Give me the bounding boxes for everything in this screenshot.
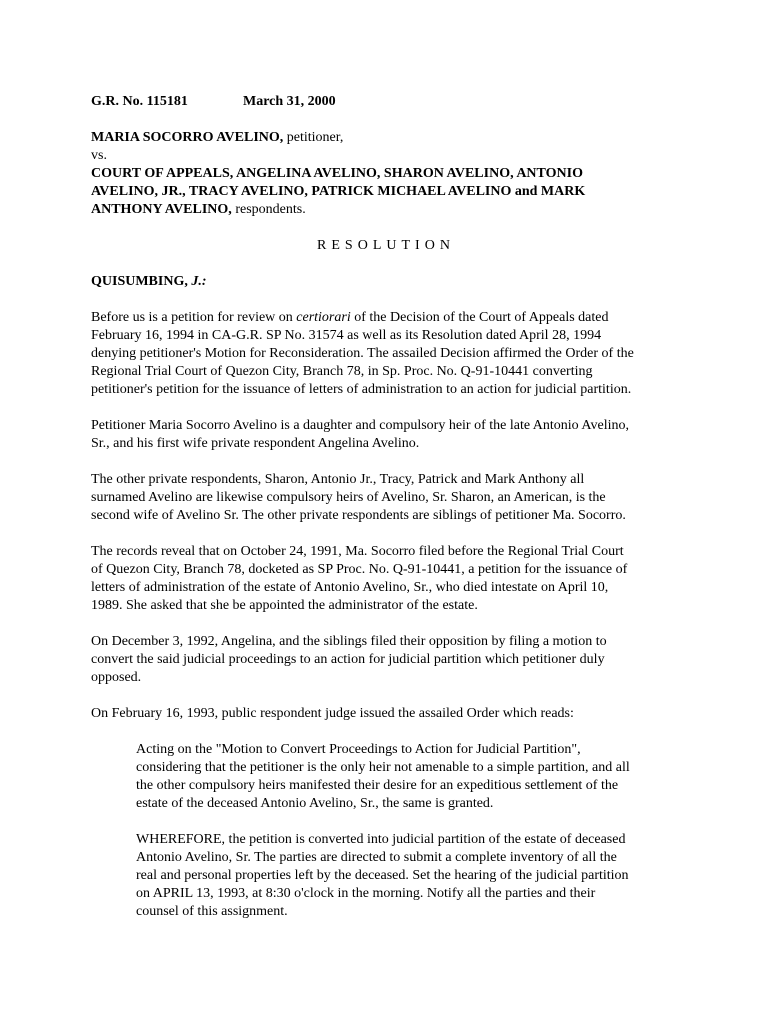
text-run: of the Decision of the Court of Appeals dated [350,310,609,325]
paragraph-4 [91,543,681,615]
paragraph-line: denying petitioner's Motion for Reconsideration. The assailed Decision affirmed the Order of the [91,346,634,361]
quoted-order-paragraph-2 [136,831,681,921]
document-title: RESOLUTION [317,238,455,253]
respondents-last: ANTHONY AVELINO, [91,202,232,217]
petitioner-name: MARIA SOCORRO AVELINO, [91,130,284,145]
quote-line: on APRIL 13, 1993, at 8:30 o'clock in the morning. Notify all the parties and their [136,886,596,901]
paragraph-line: On February 16, 1993, public respondent judge issued the assailed Order which reads: [91,706,574,721]
paragraph-line: Petitioner Maria Socorro Avelino is a daughter and compulsory heir of the late Antonio Avelino, [91,418,629,433]
case-date: March 31, 2000 [243,94,336,109]
case-header [91,93,681,111]
petitioner-role: petitioner, [283,130,344,145]
respondents-line-1: COURT OF APPEALS, ANGELINA AVELINO, SHARON AVELINO, ANTONIO [91,166,583,181]
paragraph-1 [91,309,681,399]
respondents-role: respondents. [231,202,306,217]
text-run: Before us is a petition for review on [91,310,297,325]
paragraph-line: surnamed Avelino are likewise compulsory heirs of Avelino, Sr. Sharon, an American, is the [91,490,606,505]
respondents-line-2: AVELINO, JR., TRACY AVELINO, PATRICK MICHAEL AVELINO and MARK [91,184,586,199]
paragraph-6 [91,705,681,723]
paragraph-line: Sr., and his first wife private respondent Angelina Avelino. [91,436,420,451]
quoted-order-paragraph-1 [136,741,681,813]
document-body [91,93,681,921]
justice-title: J.: [191,274,207,289]
quote-line: estate of the deceased Antonio Avelino, Sr., the same is granted. [136,796,494,811]
text-run-italic: certiorari [296,310,351,325]
versus: vs. [91,148,107,163]
paragraph-line: The records reveal that on October 24, 1991, Ma. Socorro filed before the Regional Trial Court [91,544,624,559]
paragraph-line: Regional Trial Court of Quezon City, Branch 78, in Sp. Proc. No. Q-91-10441 converting [91,364,593,379]
paragraph-line: 1989. She asked that she be appointed the administrator of the estate. [91,598,478,613]
paragraph-line: letters of administration of the estate of Antonio Avelino, Sr., who died intestate on April 10, [91,580,609,595]
paragraph-line: On December 3, 1992, Angelina, and the siblings filed their opposition by filing a motion to [91,634,607,649]
paragraph-line: of Quezon City, Branch 78, docketed as SP Proc. No. Q-91-10441, a petition for the issuance of [91,562,628,577]
respondents-line-3 [91,201,681,219]
justice-name: QUISUMBING, [91,274,192,289]
quote-line: real and personal properties left by the deceased. Set the hearing of the judicial partition [136,868,629,883]
paragraph-5 [91,633,681,687]
quote-line: Acting on the "Motion to Convert Proceedings to Action for Judicial Partition", [136,742,581,757]
paragraph-3 [91,471,681,525]
petitioner-line [91,129,681,147]
paragraph-line: petitioner's petition for the issuance of letters of administration to an action for judicial partition. [91,382,632,397]
quote-line: Antonio Avelino, Sr. The parties are directed to submit a complete inventory of all the [136,850,617,865]
paragraph-line: The other private respondents, Sharon, Antonio Jr., Tracy, Patrick and Mark Anthony all [91,472,585,487]
paragraph-line: second wife of Avelino Sr. The other private respondents are siblings of petitioner Ma. Socorro. [91,508,626,523]
quote-line: WHEREFORE, the petition is converted into judicial partition of the estate of deceased [136,832,626,847]
case-number: G.R. No. 115181 [91,94,188,109]
paragraph-line: February 16, 1994 in CA-G.R. SP No. 31574 as well as its Resolution dated April 28, 1994 [91,328,602,343]
paragraph-line: convert the said judicial proceedings to an action for judicial partition which petitioner duly [91,652,605,667]
paragraph-2 [91,417,681,453]
paragraph-line [91,309,681,327]
ponente [91,273,681,291]
paragraph-line: opposed. [91,670,142,685]
parties-block [91,129,681,219]
quote-line: counsel of this assignment. [136,904,288,919]
quote-line: the other compulsory heirs manifested their desire for an expeditious settlement of the [136,778,619,793]
quote-line: considering that the petitioner is the only heir not amenable to a simple partition, and all [136,760,630,775]
